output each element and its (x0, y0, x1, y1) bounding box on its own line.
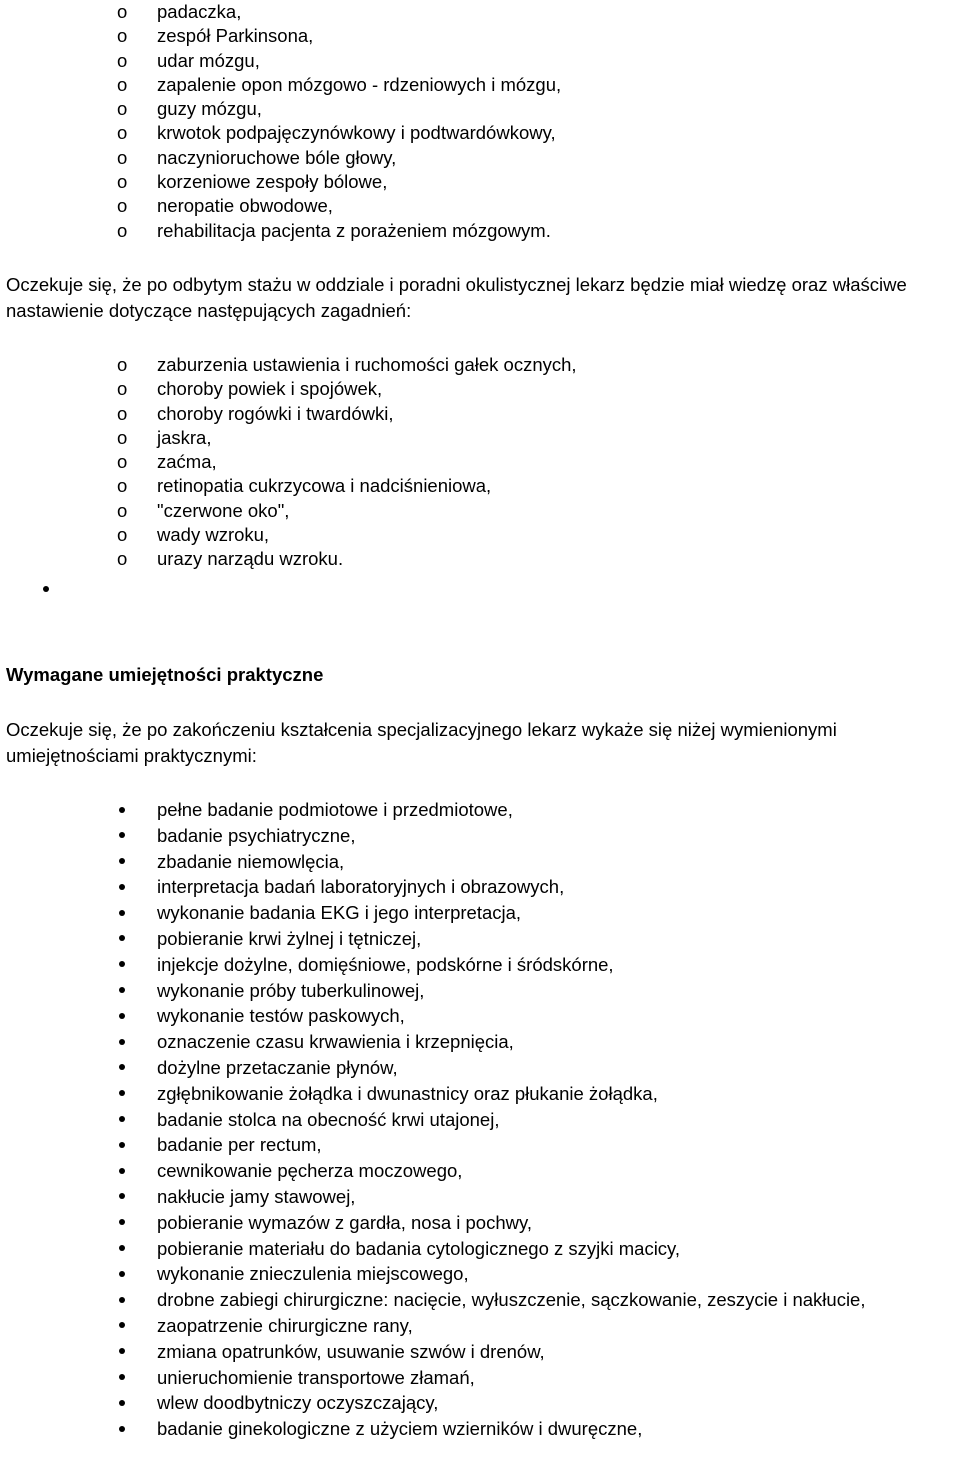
bullet-dot (119, 1348, 125, 1354)
list-item (0, 1184, 960, 1210)
list-item-text: interpretacja badań laboratoryjnych i obrazowych, (157, 876, 565, 898)
neurology-topics-list (0, 0, 960, 243)
list-item-text: zmiana opatrunków, usuwanie szwów i drenów, (157, 1340, 545, 1362)
list-item: o zaburzenia ustawienia i ruchomości gałek ocznych, (117, 354, 577, 375)
bullet-dot (119, 987, 125, 993)
bullet-dot (119, 1271, 125, 1277)
list-item: o neropatie obwodowe, (117, 195, 333, 217)
list-item (0, 1339, 960, 1365)
list-item: o retinopatia cukrzycowa i nadciśnieniowa, (117, 475, 492, 497)
list-item (0, 874, 960, 900)
list-item (0, 1003, 960, 1029)
list-item-text: badanie stolca na obecność krwi utajonej, (157, 1108, 500, 1130)
list-item (0, 1107, 960, 1133)
list-item (0, 1055, 960, 1081)
bullet-dot (119, 1039, 125, 1045)
bullet-dot (119, 935, 125, 941)
bullet-dot (119, 1168, 125, 1174)
list-item-text: badanie per rectum, (157, 1134, 322, 1156)
list-item (0, 1158, 960, 1184)
bullet-dot (119, 1297, 125, 1303)
list-item-text: dożylne przetaczanie płynów, (157, 1056, 398, 1078)
list-item: o padaczka, (117, 1, 242, 22)
list-item: o udar mózgu, (117, 49, 260, 71)
list-item-text: pobieranie krwi żylnej i tętniczej, (157, 927, 422, 949)
practical-skills-list (0, 797, 960, 1442)
list-item: o choroby rogówki i twardówki, (117, 402, 394, 424)
list-item-text: pełne badanie podmiotowe i przedmiotowe, (157, 799, 513, 820)
list-item-text: wlew doodbytniczy oczyszczający, (157, 1392, 439, 1414)
list-item: o zaćma, (117, 451, 217, 473)
bullet-dot (119, 1322, 125, 1328)
list-item (0, 926, 960, 952)
list-item (0, 1236, 960, 1262)
section-heading: Wymagane umiejętności praktyczne (6, 664, 324, 685)
bullet-dot (119, 1219, 125, 1225)
list-item (0, 978, 960, 1004)
bullet-dot (119, 832, 125, 838)
list-item-text: zaopatrzenie chirurgiczne rany, (157, 1314, 413, 1336)
list-item (0, 1029, 960, 1055)
list-item (0, 1390, 960, 1416)
bullet-dot (119, 961, 125, 967)
bullet-dot (119, 1374, 125, 1380)
list-item (0, 1132, 960, 1158)
bullet-dot (119, 884, 125, 890)
list-item-text: wykonanie badania EKG i jego interpretacja, (157, 902, 522, 924)
list-item-text: oznaczenie czasu krwawienia i krzepnięcia, (157, 1031, 514, 1053)
bullet-dot (119, 1013, 125, 1019)
list-item: o choroby powiek i spojówek, (117, 378, 383, 400)
list-item (0, 1261, 960, 1287)
list-item (0, 1416, 960, 1442)
list-item-text: badanie ginekologiczne z użyciem wzierników i dwuręczne, (157, 1418, 643, 1440)
list-item: o krwotok podpajęczynówkowy i podtwardówkowy, (117, 122, 556, 144)
list-item-text: wykonanie próby tuberkulinowej, (157, 979, 425, 1001)
bullet-dot (119, 858, 125, 864)
list-item-text: unieruchomienie transportowe złamań, (157, 1366, 475, 1388)
list-item: o zespół Parkinsona, (117, 25, 314, 47)
list-item (0, 1210, 960, 1236)
list-item: o urazy narządu wzroku. (117, 548, 344, 570)
list-item-text: drobne zabiegi chirurgiczne: nacięcie, wyłuszczenie, sączkowanie, zeszycie i nakłucie, (157, 1289, 866, 1311)
list-item: o rehabilitacja pacjenta z porażeniem mózgowym. (117, 219, 551, 241)
list-item: o guzy mózgu, (117, 98, 262, 120)
list-item (0, 797, 960, 823)
list-item (0, 1365, 960, 1391)
list-item-text: wykonanie znieczulenia miejscowego, (157, 1263, 469, 1285)
bullet-dot (119, 910, 125, 916)
bullet-dot (119, 1090, 125, 1096)
list-item-text: nakłucie jamy stawowej, (157, 1185, 356, 1207)
list-item: o naczynioruchowe bóle głowy, (117, 146, 397, 168)
list-item: o zapalenie opon mózgowo - rdzeniowych i mózgu, (117, 73, 562, 95)
bullet-dot (119, 1400, 125, 1406)
bullet-dot (119, 1426, 125, 1432)
list-item-text: wykonanie testów paskowych, (157, 1005, 405, 1027)
list-item (0, 952, 960, 978)
list-item (0, 823, 960, 849)
list-item: o wady wzroku, (117, 524, 270, 546)
list-item-text: cewnikowanie pęcherza moczowego, (157, 1160, 463, 1182)
list-item-text: pobieranie materiału do badania cytologicznego z szyjki macicy, (157, 1237, 681, 1259)
list-item (0, 1313, 960, 1339)
ophthalmology-topics-list (0, 353, 960, 572)
bullet-dot (119, 1193, 125, 1199)
list-item-text: pobieranie wymazów z gardła, nosa i pochwy, (157, 1211, 532, 1233)
bullet-dot (119, 807, 125, 813)
list-item-text: injekcje dożylne, domięśniowe, podskórne i śródskórne, (157, 953, 614, 975)
list-item-text: zbadanie niemowlęcia, (157, 850, 345, 872)
bullet-dot (119, 1142, 125, 1148)
list-item (0, 1081, 960, 1107)
list-item-text: zgłębnikowanie żołądka i dwunastnicy oraz płukanie żołądka, (157, 1082, 658, 1104)
ophthalmology-intro-paragraph: Oczekuje się, że po odbytym stażu w oddziale i poradni okulistycznej lekarz będzie miał wiedzę oraz właściwe nastawienie dotyczące następujących zagadnień: (6, 274, 907, 321)
bullet-dot (119, 1245, 125, 1251)
list-item: o jaskra, (117, 426, 212, 448)
list-item: o "czerwone oko", (117, 499, 290, 521)
skills-intro-paragraph: Oczekuje się, że po zakończeniu kształcenia specjalizacyjnego lekarz wykaże się niżej wymienionymi umiejętnościami praktycznymi: (6, 719, 837, 766)
empty-bullet-dot (43, 586, 49, 592)
bullet-dot (119, 1064, 125, 1070)
bullet-dot (119, 1116, 125, 1122)
list-item (0, 900, 960, 926)
list-item: o korzeniowe zespoły bólowe, (117, 171, 388, 193)
list-item (0, 849, 960, 875)
list-item (0, 1287, 960, 1313)
list-item-text: badanie psychiatryczne, (157, 824, 356, 846)
